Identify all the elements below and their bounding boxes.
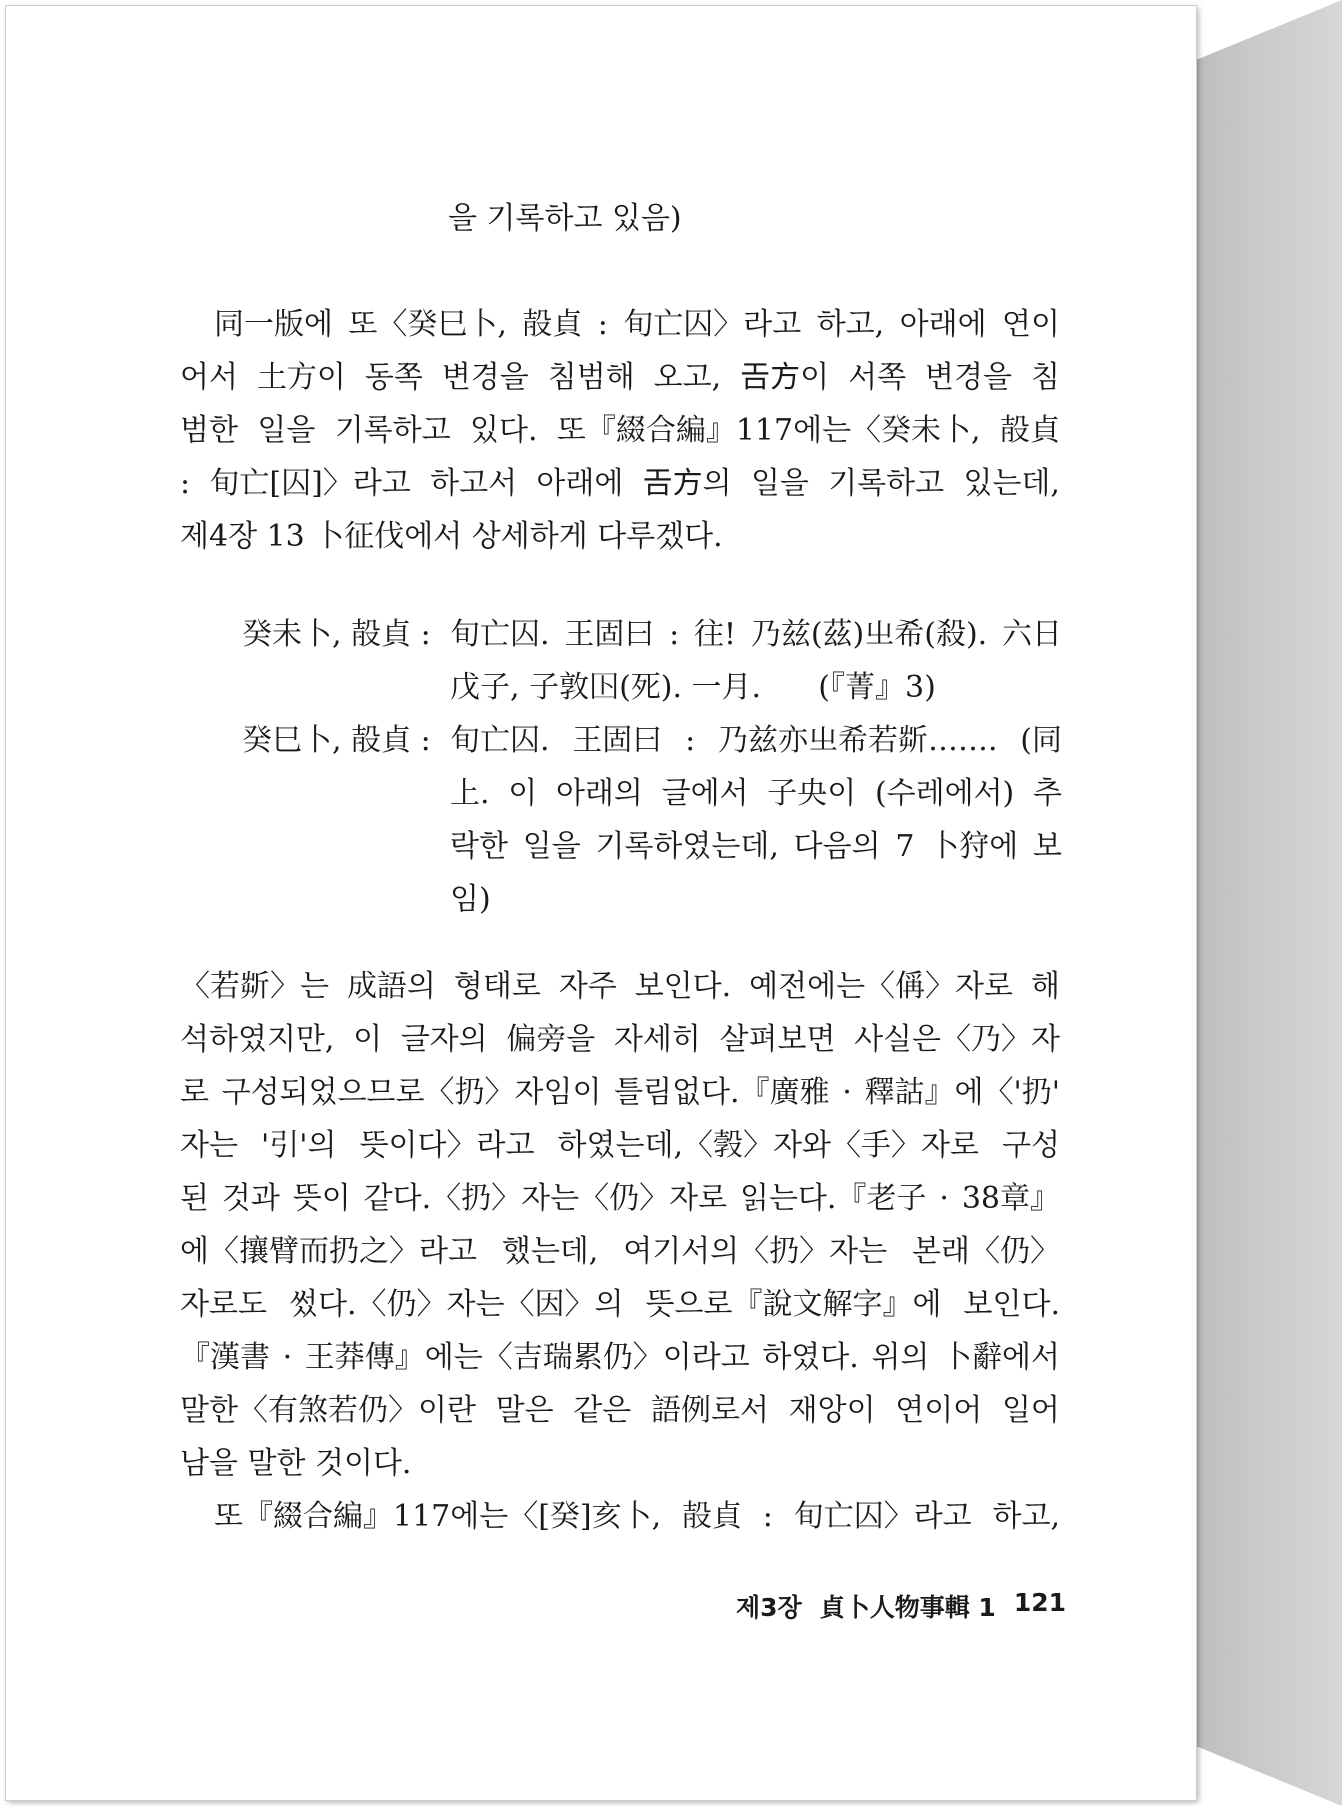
- quote-line: 락한 일을 기록하였는데, 다음의 7 卜狩에 보: [450, 829, 1062, 864]
- paragraph-line: 제4장 13 卜征伐에서 상세하게 다루겠다.: [180, 519, 723, 554]
- quote-label: 癸巳卜, 㱿貞 :: [242, 723, 431, 758]
- continuation-line: 을 기록하고 있음): [448, 201, 682, 236]
- quote-entry: [242, 714, 1062, 926]
- book-side-top-bevel: [1196, 0, 1342, 60]
- quote-body: [450, 608, 1062, 714]
- quote-line: 임): [450, 882, 491, 917]
- paragraph-line: 에〈攘臂而扔之〉라고 했는데, 여기서의〈扔〉자는 본래〈仍〉: [180, 1234, 1060, 1269]
- page-number: 121: [1013, 1588, 1066, 1617]
- quote-entry: [242, 608, 1062, 714]
- paragraph-line: 자로도 썼다.〈仍〉자는〈因〉의 뜻으로『說文解字』에 보인다.: [180, 1287, 1060, 1322]
- paragraph-line: 석하였지만, 이 글자의 偏旁을 자세히 살펴보면 사실은〈乃〉자: [180, 1022, 1060, 1057]
- paragraph-line: 된 것과 뜻이 같다.〈扔〉자는〈仍〉자로 읽는다.『老子 · 38章』: [180, 1181, 1060, 1216]
- paragraph-line: 로 구성되었으므로〈扔〉자임이 틀림없다.『廣雅 · 釋詁』에〈'扔': [180, 1075, 1060, 1110]
- book-side-bottom-bevel: [1196, 1746, 1342, 1806]
- quote-line: 旬亡囚. 王固曰 : 往! 乃兹(茲)㞢希(殺). 六日: [450, 617, 1062, 652]
- book-side-edge: [1196, 0, 1342, 1806]
- paragraph-line: : 旬亡[囚]〉라고 하고서 아래에 𢀛方의 일을 기록하고 있는데,: [180, 466, 1060, 501]
- quote-line: 上. 이 아래의 글에서 子央이 (수레에서) 추: [450, 776, 1062, 811]
- quote-label: 癸未卜, 㱿貞 :: [242, 617, 431, 652]
- paragraph-line: 남을 말한 것이다.: [180, 1446, 412, 1481]
- footer-title: 貞卜人物事輯 1: [819, 1593, 996, 1622]
- paragraph-line: 同一版에 또〈癸巳卜, 㱿貞 : 旬亡囚〉라고 하고, 아래에 연이: [214, 307, 1060, 342]
- quote-line: 旬亡囚. 王固曰 : 乃兹亦㞢希若㪿……. (同: [450, 723, 1062, 758]
- oracle-inscription-quotes: [242, 608, 1062, 926]
- paragraph-line: 『漢書 · 王莽傳』에는〈吉瑞累仍〉이라고 하였다. 위의 卜辭에서: [180, 1340, 1060, 1375]
- footer-chapter: 제3장: [736, 1593, 802, 1622]
- quote-body: [450, 714, 1062, 926]
- paragraph-line: 어서 土方이 동쪽 변경을 침범해 오고, 𢀛方이 서쪽 변경을 침: [180, 360, 1060, 395]
- paragraph-line: 또『綴合編』117에는〈[癸]亥卜, 㱿貞 : 旬亡囚〉라고 하고,: [214, 1499, 1060, 1534]
- paragraph-line: 말한〈有煞若仍〉이란 말은 같은 語例로서 재앙이 연이어 일어: [180, 1393, 1060, 1428]
- paragraph-1: [180, 298, 1060, 563]
- running-footer: [736, 1588, 1066, 1624]
- paragraph-line: 자는 '引'의 뜻이다〉라고 하였는데,〈㝅〉자와〈手〉자로 구성: [180, 1128, 1060, 1163]
- paragraph-line: 범한 일을 기록하고 있다. 또『綴合編』117에는〈癸未卜, 㱿貞: [180, 413, 1060, 448]
- paragraph-2: [180, 960, 1060, 1543]
- paragraph-line: 〈若㪿〉는 成語의 형태로 자주 보인다. 예전에는〈偁〉자로 해: [180, 969, 1060, 1004]
- quote-line: 戊子, 子敦𡆥(死). 一月. (『菁』3): [450, 670, 936, 705]
